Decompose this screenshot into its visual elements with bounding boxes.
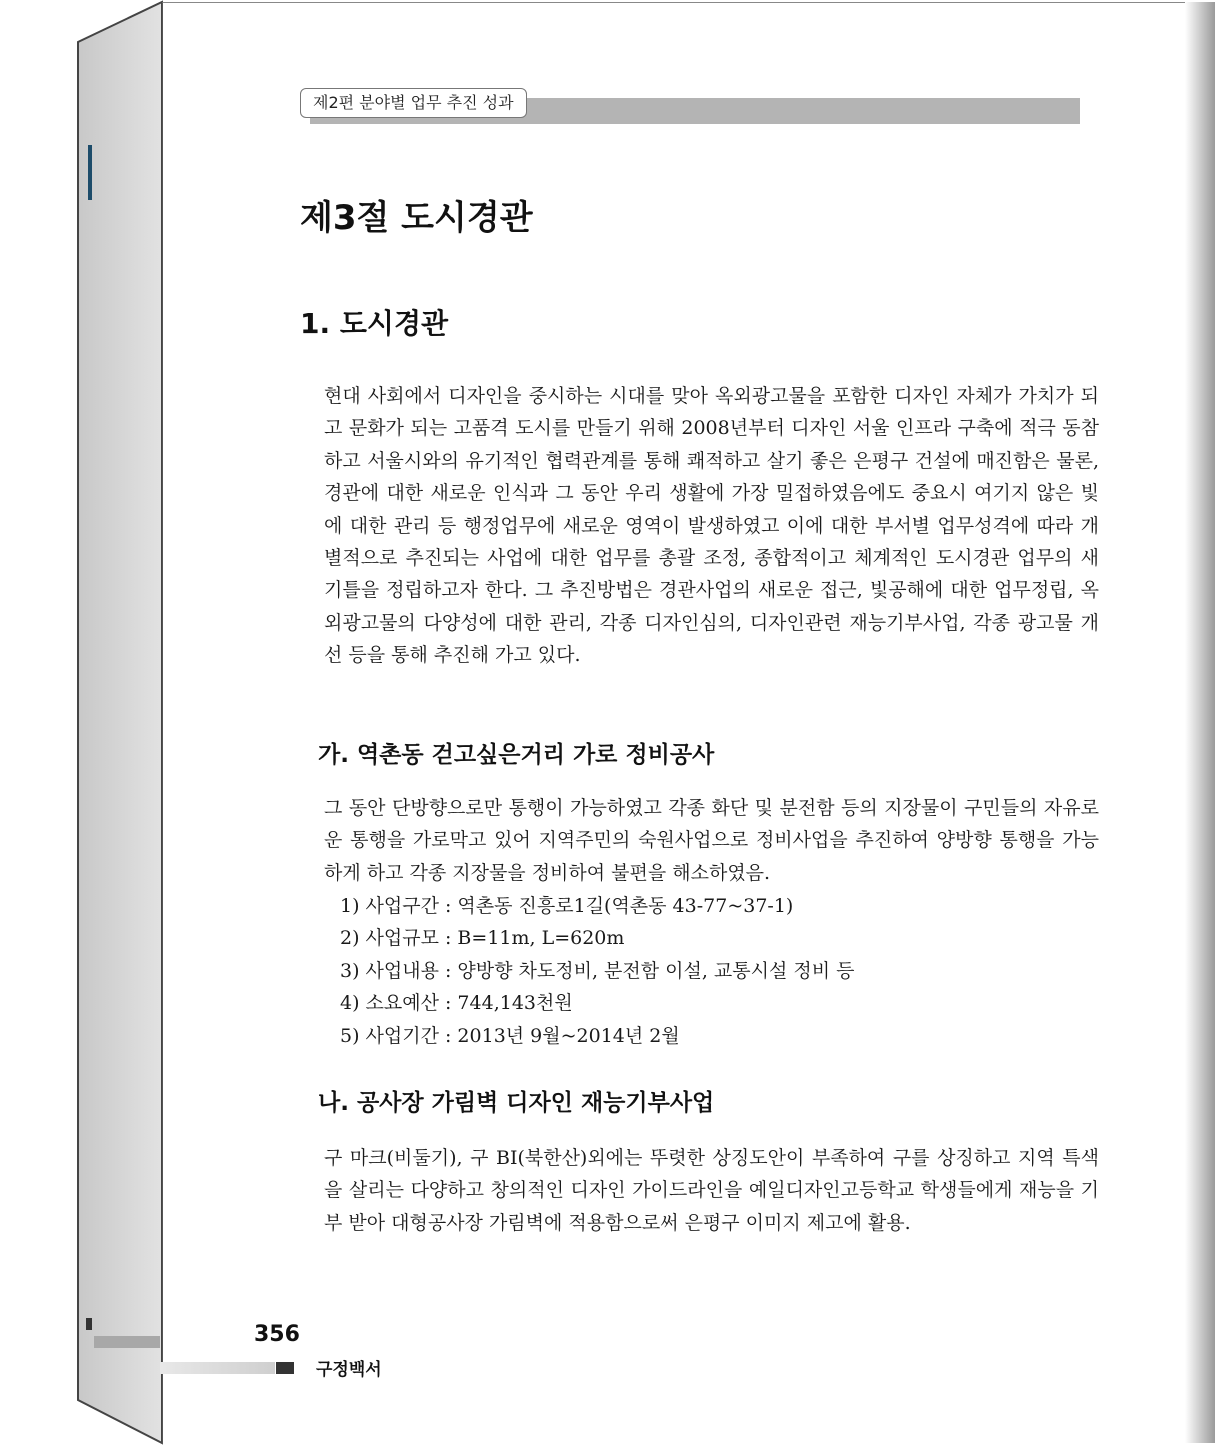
list-item: 4) 소요예산 : 744,143천원	[340, 992, 573, 1015]
list-item: 3) 사업내용 : 양방향 차도정비, 분전함 이설, 교통시설 정비 등	[340, 959, 855, 982]
footer-book-title: 구정백서	[316, 1360, 382, 1380]
chapter-tab: 제2편 분야별 업무 추진 성과	[300, 88, 527, 118]
subsection-b-title: 나. 공사장 가림벽 디자인 재능기부사업	[318, 1090, 715, 1116]
footer-marker	[276, 1362, 294, 1374]
subsection-b-paragraph: 구 마크(비둘기), 구 BI(북한산)외에는 뚜렷한 상징도안이 부족하여 구를 상징하고 지역 특색을 살리는 다양하고 창의적인 디자인 가이드라인을 예일디자인고등학교 학생들에게 재능을 기부 받아 대형공사장 가림벽에 적용함으로써 은평구 이미지 제고에 활용.	[324, 1147, 1099, 1234]
list-item: 5) 사업기간 : 2013년 9월~2014년 2월	[340, 1024, 680, 1047]
list-item: 2) 사업규모 : B=11m, L=620m	[340, 927, 625, 950]
heading-1: 1. 도시경관	[300, 307, 449, 340]
page-number: 356	[254, 1322, 300, 1347]
intro-paragraph: 현대 사회에서 디자인을 중시하는 시대를 맞아 옥외광고물을 포함한 디자인 자체가 가치가 되고 문화가 되는 고품격 도시를 만들기 위해 2008년부터 디자인 서울 인프라 구축에 적극 동참하고 서울시와의 유기적인 협력관계를 통해 쾌적하고 살기 좋은 은평구 건설에 매진함은 물론, 경관에 대한 새로운 인식과 그 동안 우리 생활에 가장 밀접하였음에도 중요시 여기지 않은 빛에 대한 관리 등 행정업무에 새로운 영역이 발생하였고 이에 대한 부서별 업무성격에 따라 개별적으로 추진되는 사업에 대한 업무를 총괄 조정, 종합적이고 체계적인 도시경관 업무의 새 기틀을 정립하고자 한다. 그 추진방법은 경관사업의 새로운 접근, 빛공해에 대한 업무정립, 옥외광고물의 다양성에 대한 관리, 각종 디자인심의, 디자인관련 재능기부사업, 각종 광고물 개선 등을 통해 추진해 가고 있다.	[324, 385, 1099, 667]
list-item: 1) 사업구간 : 역촌동 진흥로1길(역촌동 43-77~37-1)	[340, 895, 794, 917]
section-title: 제3절 도시경관	[300, 198, 533, 238]
project-details-list	[340, 890, 1080, 1052]
subsection-a-title: 가. 역촌동 걷고싶은거리 가로 정비공사	[318, 742, 715, 768]
footer-bar	[160, 1362, 275, 1374]
subsection-a-paragraph: 그 동안 단방향으로만 통행이 가능하였고 각종 화단 및 분전함 등의 지장물이 구민들의 자유로운 통행을 가로막고 있어 지역주민의 숙원사업으로 정비사업을 추진하여 양방향 통행을 가능하게 하고 각종 지장물을 정비하여 불편을 해소하였음.	[324, 797, 1099, 884]
page-edge-shadow	[1185, 2, 1215, 1443]
